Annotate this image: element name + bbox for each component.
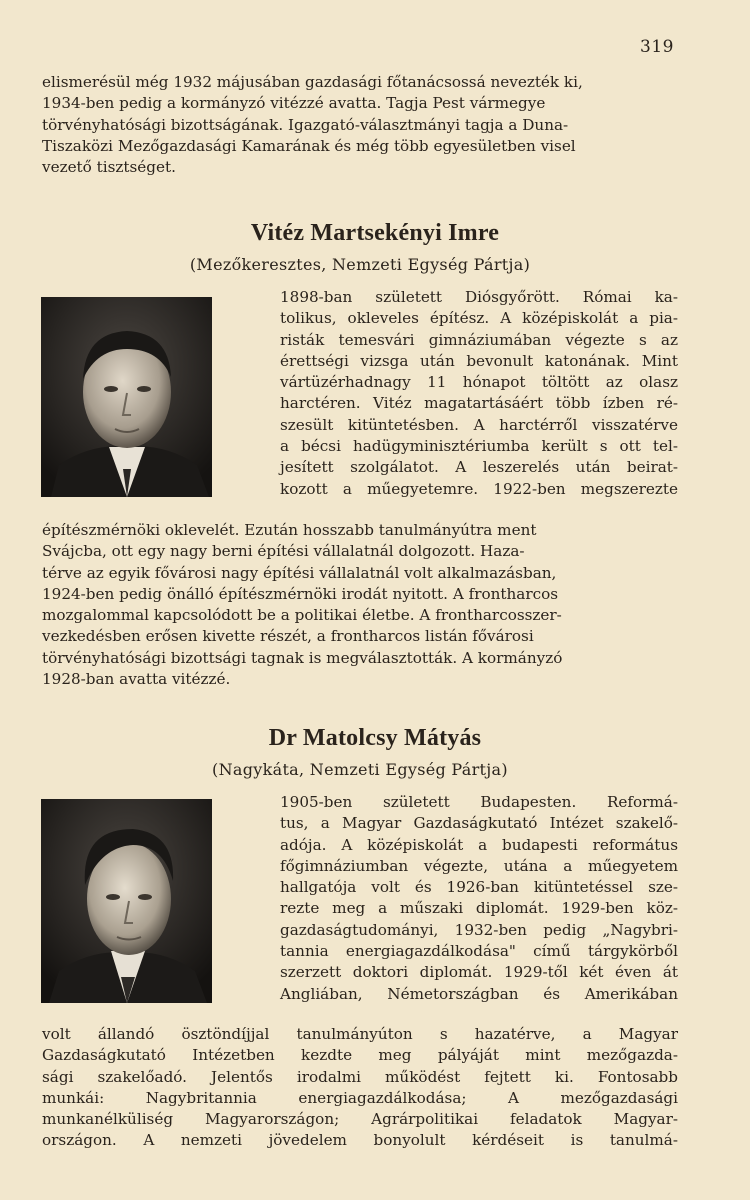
text-line: volt állandó ösztöndíjjal tanulmányúton s hazatérve, a Magyar	[42, 1025, 678, 1043]
section2-wrapped-text	[280, 792, 678, 1005]
section2-full-text	[42, 1024, 678, 1152]
text-line: főgimnáziumban végezte, utána a műegyetem	[280, 856, 678, 875]
section2-name-heading: Dr Matolcsy Mátyás	[268, 725, 482, 751]
text-line: risták temesvári gimnáziumában végezte s az	[280, 330, 678, 349]
text-line: vezető tisztséget.	[42, 158, 176, 177]
text-line: 1928-ban avatta vitézzé.	[42, 670, 231, 689]
text-line: sági szakelőadó. Jelentős irodalmi működést fejtett ki. Fontosabb	[42, 1067, 678, 1086]
text-line: gazdaságtudományi, 1932-ben pedig „Nagybri-	[280, 920, 678, 939]
text-line: 1905-ben született Budapesten. Reformá-	[280, 793, 678, 811]
section1-district: (Mezőkeresztes, Nemzeti Egység Pártja)	[189, 255, 531, 274]
text-line: munkái: Nagybritannia energiagazdálkodása; A mezőgazdasági	[42, 1088, 678, 1107]
text-line: tannia energiagazdálkodása" című tárgykörből	[280, 942, 678, 961]
text-line: vártüzérhadnagy 11 hónapot töltött az olasz	[280, 373, 678, 392]
text-line: munkanélküliség Magyarországon; Agrárpolitikai feladatok Magyar-	[42, 1110, 678, 1129]
text-line: Angliában, Németországban és Amerikában	[280, 984, 678, 1003]
text-line: Gazdaságkutató Intézetben kezdte meg pályáját mint mezőgazda-	[42, 1046, 678, 1065]
text-line: szesült kitüntetésben. A harctérről visszatérve	[280, 415, 678, 434]
section1-full-text	[42, 520, 678, 690]
text-line: térve az egyik fővárosi nagy építési vállalatnál volt alkalmazásban,	[42, 563, 557, 582]
text-line: építészmérnöki oklevelét. Ezután hosszabb tanulmányútra ment	[42, 521, 537, 539]
text-line: kozott a műegyetemre. 1922-ben megszerezte	[280, 479, 678, 498]
section1-name-heading: Vitéz Martsekényi Imre	[250, 220, 500, 246]
text-line: szerzett doktori diplomát. 1929-től két éven át	[280, 963, 678, 982]
text-line: elismerésül még 1932 májusában gazdasági főtanácsossá nevezték ki,	[42, 73, 583, 91]
text-line: érettségi vizsga után bevonult katonának. Mint	[280, 351, 678, 370]
text-line: törvényhatósági bizottsági tagnak is megválasztották. A kormányzó	[42, 648, 563, 667]
text-line: hallgatója volt és 1926-ban kitüntetéssel sze-	[280, 878, 678, 897]
text-line: Svájcba, ott egy nagy berni építési vállalatnál dolgozott. Haza-	[42, 542, 525, 561]
section2-district: (Nagykáta, Nemzeti Egység Pártja)	[212, 760, 508, 779]
text-line: jesített szolgálatot. A leszerelés után beirat-	[280, 458, 678, 477]
intro-paragraph	[42, 72, 678, 178]
text-line: adója. A középiskolát a budapesti református	[280, 835, 678, 854]
text-line: mozgalommal kapcsolódott be a politikai életbe. A frontharcosszer-	[42, 606, 562, 625]
text-line: vezkedésben erősen kivette részét, a frontharcos listán fővárosi	[42, 627, 534, 646]
text-line: tolikus, okleveles építész. A középiskolát a pia-	[280, 309, 678, 328]
text-line: harctéren. Vitéz magatartásáért több ízben ré-	[280, 394, 678, 413]
portrait-photo-matolcsy	[41, 799, 212, 1003]
text-line: 1924-ben pedig önálló építészmérnöki irodát nyitott. A frontharcos	[42, 584, 559, 603]
text-line: törvényhatósági bizottságának. Igazgató-választmányi tagja a Duna-	[42, 115, 569, 134]
page-number: 319	[640, 37, 674, 57]
text-line: országon. A nemzeti jövedelem bonyolult kérdéseit is tanulmá-	[42, 1131, 678, 1150]
text-line: a bécsi hadügyminisztériumba került s ott tel-	[280, 437, 678, 456]
section1-wrapped-text	[280, 287, 678, 500]
text-line: tus, a Magyar Gazdaságkutató Intézet szakelő-	[280, 814, 678, 833]
text-line: rezte meg a műszaki diplomát. 1929-ben köz-	[280, 899, 678, 918]
text-line: Tiszaközi Mezőgazdasági Kamarának és még több egyesületben visel	[42, 136, 576, 155]
text-line: 1934-ben pedig a kormányzó vitézzé avatta. Tagja Pest vármegye	[42, 94, 546, 113]
text-line: 1898-ban született Diósgyőrött. Római ka-	[280, 288, 678, 306]
portrait-photo-martsekenyi	[41, 297, 212, 497]
